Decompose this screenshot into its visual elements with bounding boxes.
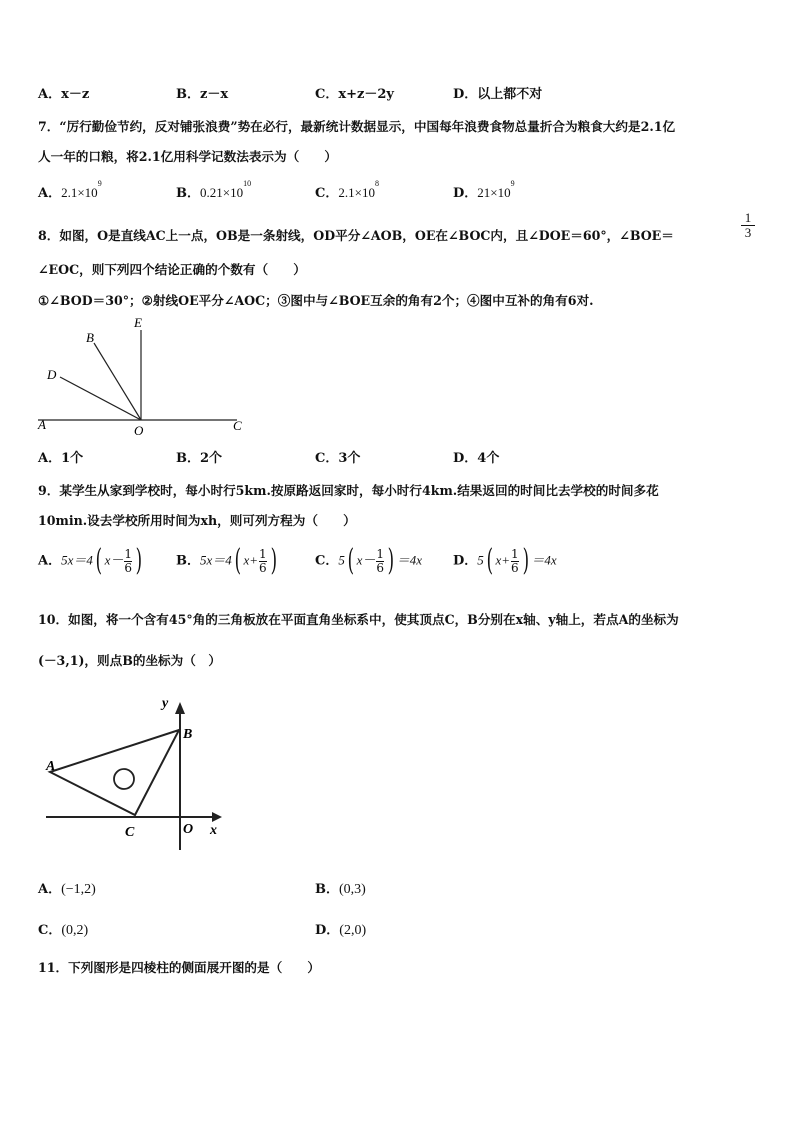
- label-c: C: [233, 418, 242, 433]
- x-axis-arrow: [212, 812, 222, 822]
- q7-option-d-label: D．: [453, 186, 478, 201]
- q10-option-c-label: C．: [38, 923, 62, 938]
- left-paren: (: [95, 543, 102, 578]
- q9-option-b-label: B．: [176, 553, 200, 569]
- q7-option-c-base: 2.1×10: [338, 185, 375, 200]
- q10-option-b: [315, 878, 366, 898]
- right-paren: ): [135, 543, 143, 578]
- q8-option-a-label: A．: [38, 451, 62, 466]
- q9-option-a-left: 5x＝4: [61, 552, 93, 568]
- left-paren: (: [347, 543, 354, 578]
- q8-option-c: [315, 447, 360, 466]
- label-o: O: [183, 822, 194, 837]
- q8-figure: [30, 310, 260, 440]
- q7-option-d-base: 21×10: [477, 185, 511, 200]
- q9-option-d-inner: x+: [495, 552, 511, 568]
- right-paren: ): [387, 543, 395, 578]
- q10-option-a: [38, 878, 96, 898]
- q9-stem-line1: 9．某学生从家到学校时，每小时行5km.按原路返回家时，每小时行4km.结果返回的时间比去学校的时间多花: [38, 483, 659, 498]
- right-paren: ): [522, 543, 529, 578]
- q10-option-d: [315, 919, 366, 939]
- q9-option-a: [38, 543, 145, 578]
- q9-option-c-inner: x－: [356, 552, 376, 568]
- q9-option-c-left: 5: [338, 552, 345, 568]
- q8-option-c-label: C．: [315, 451, 339, 466]
- right-paren: ): [270, 543, 277, 578]
- q8-option-c-text: 3个: [338, 451, 361, 466]
- q10-option-d-label: D．: [315, 923, 340, 938]
- q10-option-a-text: (−1,2): [61, 882, 96, 897]
- q7-option-a-base: 2.1×10: [61, 185, 98, 200]
- label-y: y: [162, 696, 169, 711]
- q10-option-c: [38, 919, 88, 939]
- y-axis-arrow: [175, 702, 185, 714]
- q10-option-b-label: B．: [315, 882, 339, 897]
- q8-stem-line2: ∠EOC，则下列四个结论正确的个数有（ ）: [38, 262, 306, 277]
- q10-option-d-text: (2,0): [339, 923, 367, 938]
- left-paren: (: [234, 543, 241, 578]
- q11-stem: 11．下列图形是四棱柱的侧面展开图的是（ ）: [38, 960, 320, 975]
- q7-option-b-base: 0.21×10: [200, 185, 244, 200]
- q8-fraction-den: 3: [744, 225, 752, 241]
- ray-od: [60, 377, 141, 420]
- q9-option-d-frac-den: 6: [511, 560, 519, 575]
- q6-option-c: [315, 83, 394, 102]
- q7-option-c: [315, 179, 379, 201]
- q6-option-b-text: z－x: [200, 87, 229, 102]
- q9-option-c-frac-den: 6: [376, 560, 384, 575]
- triangle-hole: [114, 769, 134, 789]
- q10-stem-line1: 10．如图，将一个含有45°角的三角板放在平面直角坐标系中，使其顶点C，B分别在x轴、y轴上，若点A的坐标为: [38, 612, 679, 627]
- q9-option-a-frac-num: 1: [124, 546, 133, 561]
- label-a: A: [38, 417, 46, 432]
- q8-option-b-label: B．: [176, 451, 200, 466]
- q8-option-d-label: D．: [453, 451, 478, 466]
- label-e: E: [134, 315, 142, 330]
- label-c: C: [125, 825, 135, 840]
- q6-option-c-text: x+z－2y: [338, 87, 394, 102]
- q7-option-a-exp: 9: [97, 179, 102, 188]
- q6-option-d-label: D．: [453, 87, 478, 102]
- label-o: O: [134, 423, 144, 438]
- q6-option-c-label: C．: [315, 87, 339, 102]
- q7-option-a-label: A．: [38, 186, 62, 201]
- q8-statements: ①∠BOD＝30°；②射线OE平分∠AOC；③图中与∠BOE互余的角有2个；④图中互补的角有6对.: [38, 293, 594, 308]
- label-b: B: [183, 727, 193, 742]
- q9-option-b-inner: x+: [243, 552, 259, 568]
- q9-option-d: [453, 543, 557, 578]
- q9-option-d-frac-num: 1: [511, 546, 519, 561]
- left-paren: (: [486, 543, 493, 578]
- q6-option-a-label: A．: [38, 87, 62, 102]
- q10-option-b-text: (0,3): [339, 882, 366, 897]
- q7-option-c-label: C．: [315, 186, 339, 201]
- q7-stem-line1: 7．“厉行勤俭节约，反对铺张浪费”势在必行，最新统计数据显示，中国每年浪费食物总量折合为粮食大约是2.1亿: [38, 119, 676, 134]
- q8-option-a-text: 1个: [61, 451, 84, 466]
- q9-option-c-label: C．: [315, 553, 339, 569]
- q8-option-d: [453, 447, 499, 466]
- label-b: B: [86, 330, 94, 345]
- q9-option-d-left: 5: [477, 552, 484, 568]
- q9-option-a-frac-den: 6: [124, 560, 133, 575]
- q7-stem-line2: 人一年的口粮，将2.1亿用科学记数法表示为（ ）: [38, 149, 337, 164]
- q6-option-b-label: B．: [176, 87, 200, 102]
- q9-stem-line2: 10min.设去学校所用时间为xh，则可列方程为（ ）: [38, 513, 356, 528]
- q6-option-d: [453, 83, 542, 102]
- q8-option-a: [38, 447, 83, 466]
- q7-option-b-label: B．: [176, 186, 200, 201]
- q10-figure: [38, 690, 238, 860]
- q9-option-d-right: ＝4x: [531, 552, 557, 568]
- q8-option-b: [176, 447, 222, 466]
- q9-option-a-label: A．: [38, 553, 62, 569]
- label-a: A: [46, 759, 56, 774]
- q7-option-d: [453, 179, 515, 201]
- q6-option-b: [176, 83, 228, 102]
- ray-ob: [94, 343, 141, 420]
- q7-option-c-exp: 8: [374, 179, 379, 188]
- q9-option-c-frac-num: 1: [376, 546, 384, 561]
- q8-stem-line1: 8．如图，O是直线AC上一点，OB是一条射线，OD平分∠AOB，OE在∠BOC内，且∠DOE＝60°，∠BOE＝: [38, 228, 674, 243]
- q8-option-b-text: 2个: [200, 451, 223, 466]
- q9-option-c: [315, 543, 422, 578]
- q9-option-c-right: ＝4x: [396, 552, 422, 568]
- triangle-board: [50, 730, 179, 815]
- q9-option-b: [176, 543, 279, 578]
- q6-option-a-text: x－z: [61, 87, 90, 102]
- q6-option-d-text: 以上都不对: [477, 87, 543, 102]
- q8-fraction-num: 1: [744, 210, 752, 225]
- q9-option-d-label: D．: [453, 553, 478, 569]
- q10-option-a-label: A．: [38, 882, 62, 897]
- q7-option-d-exp: 9: [510, 179, 515, 188]
- q9-option-b-frac-den: 6: [259, 560, 267, 575]
- q7-option-b-exp: 10: [243, 179, 252, 188]
- q10-option-c-text: (0,2): [61, 923, 89, 938]
- q8-fraction: [741, 211, 755, 241]
- q9-option-b-left: 5x＝4: [200, 552, 232, 568]
- q8-option-d-text: 4个: [477, 451, 500, 466]
- label-d: D: [47, 367, 57, 382]
- q10-stem-line2: (－3,1)，则点B的坐标为（ ）: [38, 653, 222, 668]
- q9-option-a-inner: x－: [104, 552, 124, 568]
- q6-option-a: [38, 83, 89, 102]
- q9-option-b-frac-num: 1: [259, 546, 267, 561]
- label-x: x: [210, 823, 217, 838]
- q7-option-b: [176, 179, 252, 201]
- q7-option-a: [38, 179, 102, 201]
